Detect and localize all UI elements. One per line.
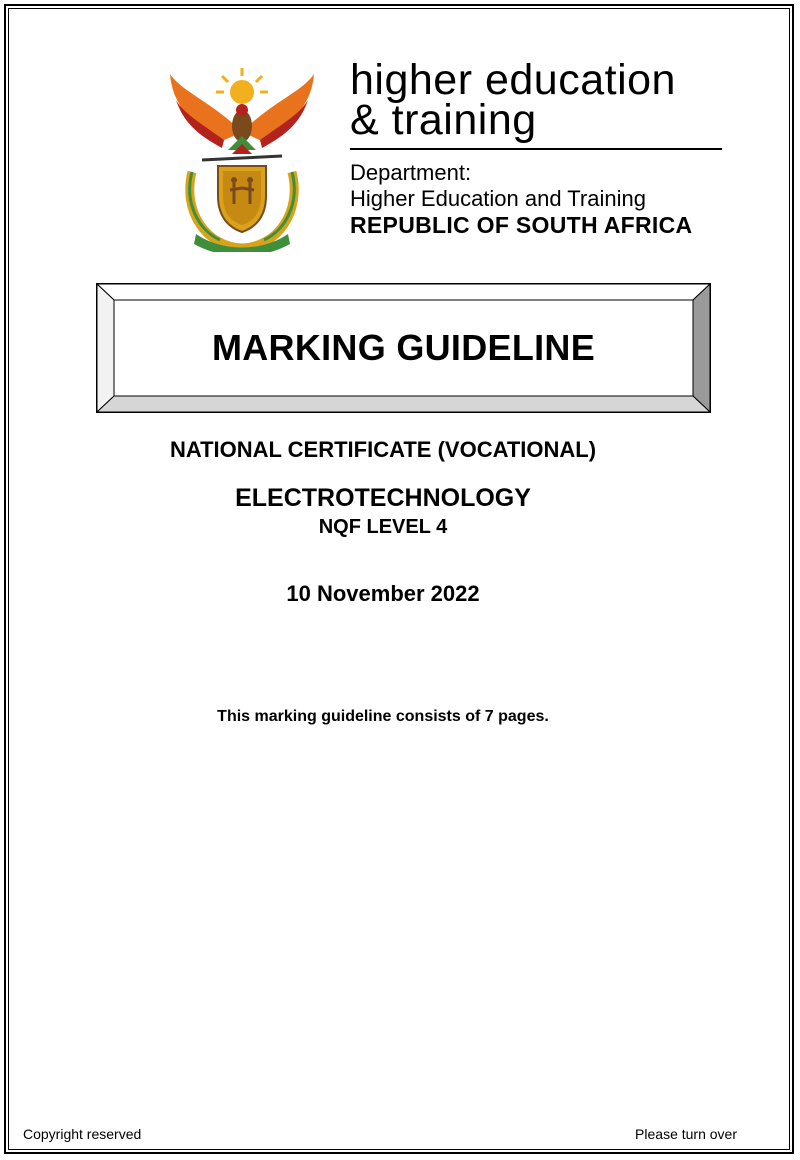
brand-divider [350,148,722,150]
brand-line-2: & training [350,96,537,144]
department-logo-text [350,56,730,238]
subject-heading: ELECTROTECHNOLOGY [235,484,531,512]
exam-date: 10 November 2022 [286,581,480,606]
department-name: Higher Education and Training [350,186,646,211]
country-name: REPUBLIC OF SOUTH AFRICA [350,212,693,238]
document-title: MARKING GUIDELINE [211,327,596,368]
title-box [96,283,711,413]
certificate-heading: NATIONAL CERTIFICATE (VOCATIONAL) [169,437,597,462]
page-count-note: This marking guideline consists of 7 pages. [217,708,549,725]
brand-line-1: higher education [350,56,676,104]
department-label: Department: [350,160,472,185]
level-heading: NQF LEVEL 4 [318,516,448,538]
footer-turn-over: Please turn over [635,1126,737,1142]
footer-copyright: Copyright reserved [23,1126,142,1142]
coat-of-arms-logo [162,62,322,252]
